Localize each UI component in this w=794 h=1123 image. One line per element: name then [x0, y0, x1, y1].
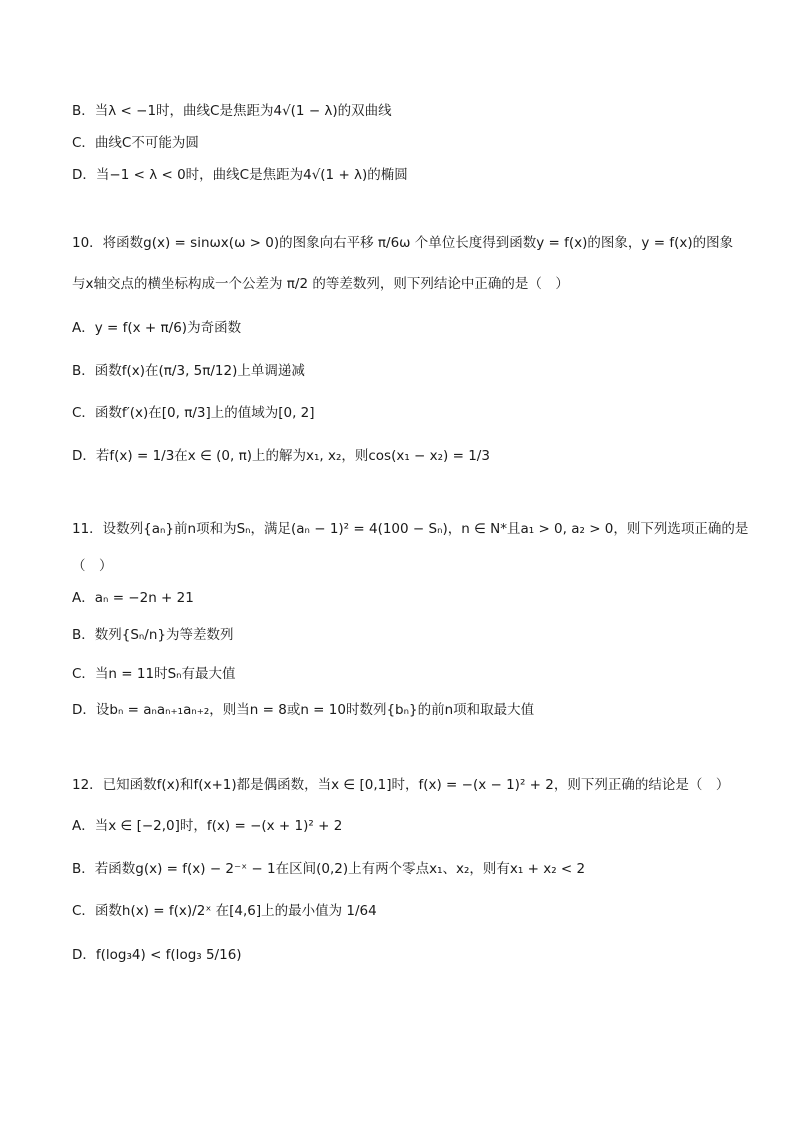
- q9-option-d: [72, 165, 408, 185]
- q10-option-d-label: D．: [72, 448, 96, 464]
- q9-option-b-text: 当λ < −1时，曲线C是焦距为4√(1 − λ)的双曲线: [94, 103, 392, 119]
- q11-stem-line1: 11．设数列{aₙ}前n项和为Sₙ，满足(aₙ − 1)² = 4(100 − Sₙ)，n ∈ N*且a₁ > 0, a₂ > 0，则下列选项正确的是: [72, 521, 749, 537]
- q9-option-d-text: 当−1 < λ < 0时，曲线C是焦距为4√(1 + λ)的椭圆: [95, 167, 408, 183]
- q10-option-d-text: 若f(x) = 1/3在x ∈ (0, π)上的解为x₁, x₂，则cos(x₁ − x₂) = 1/3: [95, 448, 490, 464]
- q12-option-b: [72, 859, 585, 879]
- q11-option-d-text: 设bₙ = aₙaₙ₊₁aₙ₊₂，则当n = 8或n = 10时数列{bₙ}的前n项和取最大值: [95, 702, 535, 718]
- q11-option-d: [72, 700, 534, 720]
- q12-option-a-text: 当x ∈ [−2,0]时，f(x) = −(x + 1)² + 2: [94, 818, 343, 834]
- q12-option-a: [72, 816, 342, 836]
- q10-option-a: [72, 318, 241, 338]
- q10-option-c: [72, 403, 315, 423]
- q11-option-a-label: A．: [72, 590, 95, 606]
- q11-option-b-text: 数列{Sₙ/n}为等差数列: [94, 627, 234, 643]
- q12-stem-line1: 12．已知函数f(x)和f(x+1)都是偶函数，当x ∈ [0,1]时，f(x) = −(x − 1)² + 2，则下列正确的结论是（ ）: [72, 777, 730, 793]
- q12-option-d-label: D．: [72, 947, 96, 963]
- q9-option-c: [72, 133, 199, 153]
- q12-option-c: [72, 901, 377, 921]
- q12-option-c-label: C．: [72, 903, 95, 919]
- q11-option-c: [72, 664, 236, 684]
- q11-option-a: [72, 588, 194, 608]
- q11-option-b-label: B．: [72, 627, 95, 643]
- q10-stem-line2: 与x轴交点的横坐标构成一个公差为 π/2 的等差数列，则下列结论中正确的是（ ）: [72, 276, 569, 292]
- q10-option-b: [72, 361, 305, 381]
- q10-option-b-label: B．: [72, 363, 95, 379]
- q9-option-c-label: C．: [72, 135, 95, 151]
- q10-stem-line1: 10．将函数g(x) = sinωx(ω > 0)的图象向右平移 π/6ω 个单位长度得到函数y = f(x)的图象，y = f(x)的图象: [72, 235, 734, 251]
- q10-option-a-label: A．: [72, 320, 95, 336]
- q11-stem-line2: （ ）: [72, 558, 113, 574]
- q12-option-d-text: f(log₃4) < f(log₃ 5/16): [95, 947, 242, 963]
- q10-option-c-text: 函数f′(x)在[0, π/3]上的值域为[0, 2]: [94, 405, 315, 421]
- q11-option-d-label: D．: [72, 702, 96, 718]
- q10-option-c-label: C．: [72, 405, 95, 421]
- q9-option-c-text: 曲线C不可能为圆: [94, 135, 199, 151]
- q9-option-d-label: D．: [72, 167, 96, 183]
- q9-option-b: [72, 101, 392, 121]
- q11-option-a-text: aₙ = −2n + 21: [94, 590, 194, 606]
- q12-option-a-label: A．: [72, 818, 95, 834]
- q11-option-c-label: C．: [72, 666, 95, 682]
- q10-option-a-text: y = f(x + π/6)为奇函数: [94, 320, 242, 336]
- q12-option-d: [72, 945, 242, 965]
- q11-option-b: [72, 625, 234, 645]
- q10-option-d: [72, 446, 490, 466]
- q12-option-b-text: 若函数g(x) = f(x) − 2⁻ˣ − 1在区间(0,2)上有两个零点x₁、x₂，则有x₁ + x₂ < 2: [94, 861, 586, 877]
- q12-option-b-label: B．: [72, 861, 95, 877]
- q9-option-b-label: B．: [72, 103, 95, 119]
- q11-option-c-text: 当n = 11时Sₙ有最大值: [94, 666, 236, 682]
- q10-option-b-text: 函数f(x)在(π/3, 5π/12)上单调递减: [94, 363, 305, 379]
- q12-option-c-text: 函数h(x) = f(x)/2ˣ 在[4,6]上的最小值为 1/64: [94, 903, 377, 919]
